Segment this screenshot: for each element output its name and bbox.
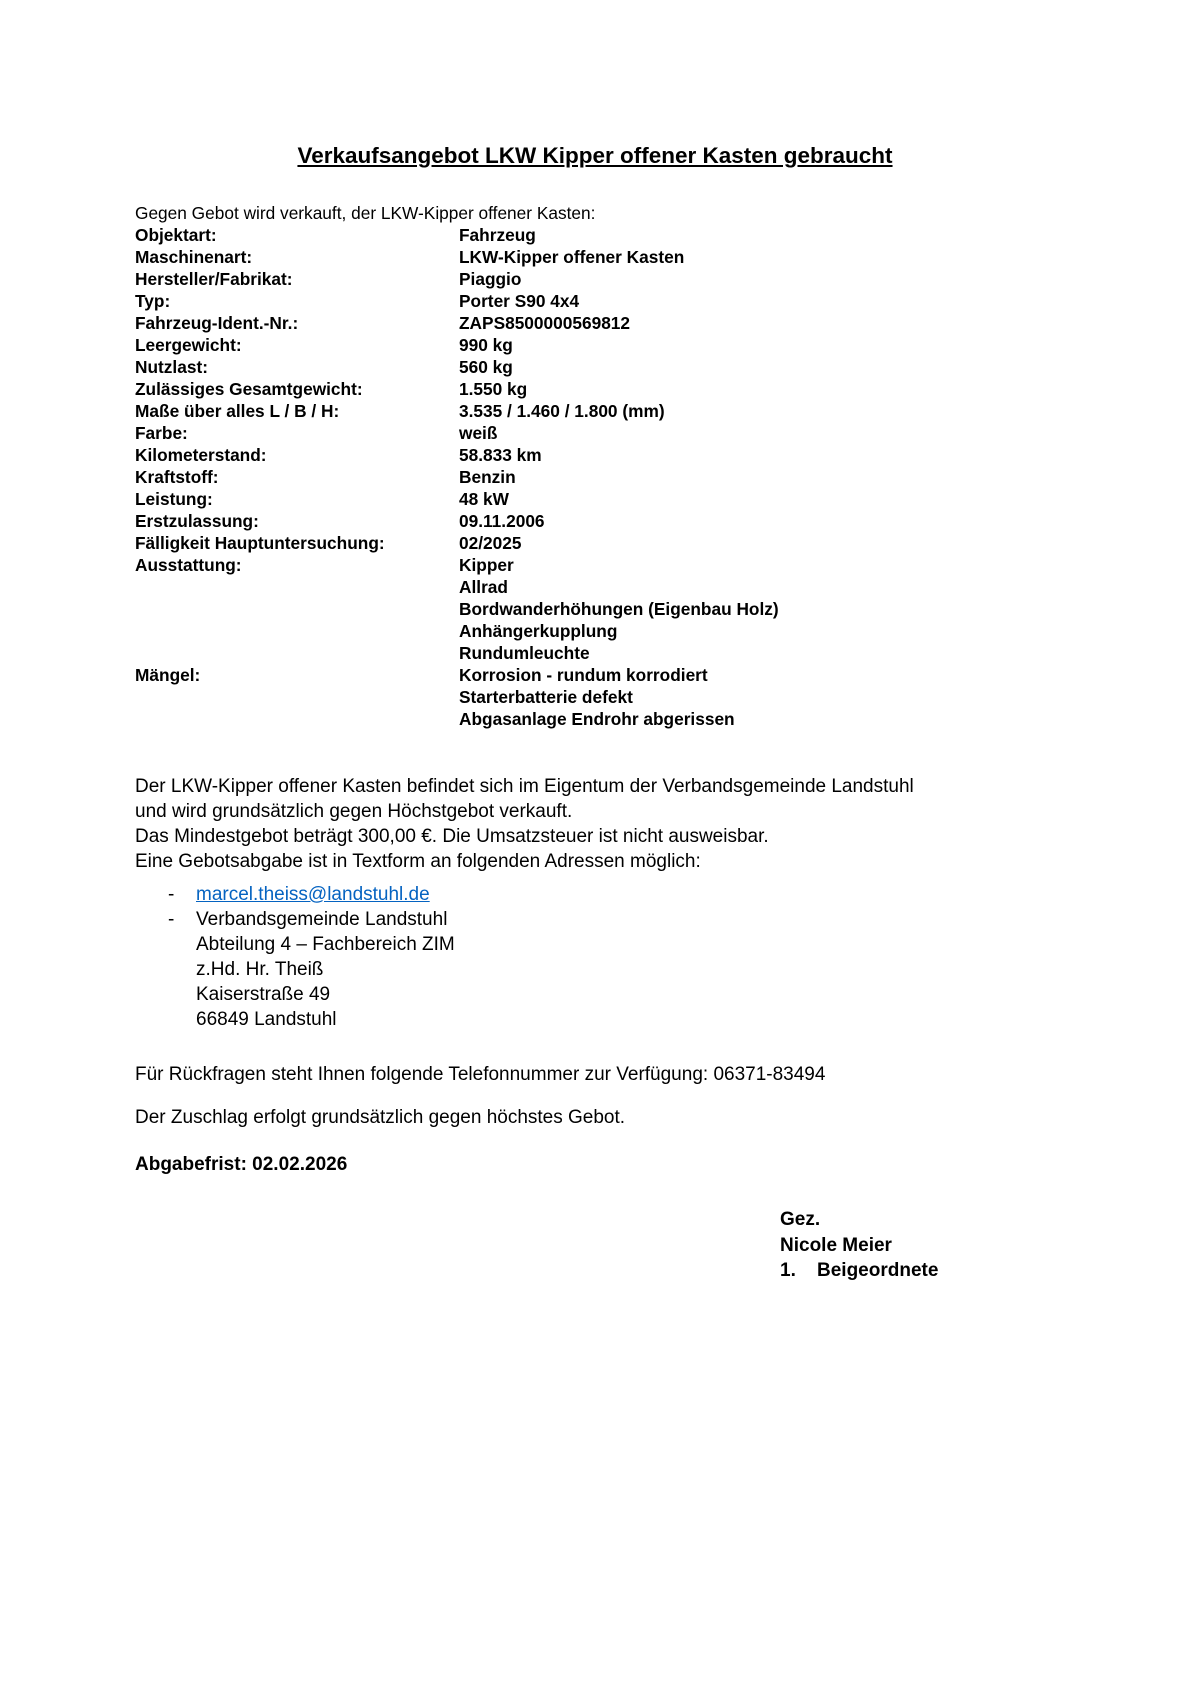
spec-row-typ xyxy=(135,290,1055,312)
signature-name: Nicole Meier xyxy=(780,1234,892,1256)
spec-value: ZAPS8500000569812 xyxy=(459,313,631,333)
spec-label: Leistung: xyxy=(135,489,213,509)
spec-value: Starterbatterie defekt xyxy=(459,687,633,707)
spec-value: Allrad xyxy=(459,577,508,597)
spec-label: Ausstattung: xyxy=(135,555,242,575)
spec-value: 3.535 / 1.460 / 1.800 (mm) xyxy=(459,401,665,421)
spec-row-ausstattung-2 xyxy=(135,576,1055,598)
spec-label-spacer xyxy=(135,576,459,598)
postal-line-4: Kaiserstraße 49 xyxy=(196,984,331,1005)
list-item-postal xyxy=(135,907,1055,932)
award-line: Der Zuschlag erfolgt grundsätzlich gegen höchstes Gebot. xyxy=(135,1107,626,1128)
spec-value: Rundumleuchte xyxy=(459,643,590,663)
spec-label: Nutzlast: xyxy=(135,357,208,377)
spec-label: Leergewicht: xyxy=(135,335,242,355)
spec-label-spacer xyxy=(135,620,459,642)
ownership-line-2: und wird grundsätzlich gegen Höchstgebot verkauft. xyxy=(135,801,573,822)
spec-label: Fälligkeit Hauptuntersuchung: xyxy=(135,533,385,553)
ownership-line-1: Der LKW-Kipper offener Kasten befindet sich im Eigentum der Verbandsgemeinde Landstuhl xyxy=(135,776,914,797)
spec-row-ausstattung-3 xyxy=(135,598,1055,620)
spec-label: Zulässiges Gesamtgewicht: xyxy=(135,379,363,399)
spec-value: 560 kg xyxy=(459,357,513,377)
list-dash-marker: - xyxy=(168,909,175,930)
spec-value: Kipper xyxy=(459,555,514,575)
spec-value: Bordwanderhöhungen (Eigenbau Holz) xyxy=(459,599,779,619)
spec-label: Hersteller/Fabrikat: xyxy=(135,269,293,289)
spec-row-maengel xyxy=(135,664,1055,686)
spec-value: 1.550 kg xyxy=(459,379,528,399)
spec-label: Farbe: xyxy=(135,423,188,443)
signature-block xyxy=(780,1207,1055,1284)
spec-row-hauptuntersuchung xyxy=(135,532,1055,554)
spec-row-hersteller xyxy=(135,268,1055,290)
postal-line-2: Abteilung 4 – Fachbereich ZIM xyxy=(196,934,455,955)
spec-row-farbe xyxy=(135,422,1055,444)
spec-row-leistung xyxy=(135,488,1055,510)
deadline-line: Abgabefrist: 02.02.2026 xyxy=(135,1154,348,1175)
spec-row-fahrzeug-ident xyxy=(135,312,1055,334)
spec-row-kilometerstand xyxy=(135,444,1055,466)
postal-line-1: Verbandsgemeinde Landstuhl xyxy=(196,909,448,930)
signature-role-number: 1. xyxy=(780,1260,796,1281)
spec-label: Fahrzeug-Ident.-Nr.: xyxy=(135,313,299,333)
spec-value: Korrosion - rundum korrodiert xyxy=(459,665,708,685)
list-dash-marker: - xyxy=(168,884,175,905)
spec-row-objektart xyxy=(135,224,1055,246)
spec-row-maengel-3 xyxy=(135,708,1055,730)
signature-gez: Gez. xyxy=(780,1209,821,1230)
spec-row-ausstattung-5 xyxy=(135,642,1055,664)
spec-row-maengel-2 xyxy=(135,686,1055,708)
postal-line-3: z.Hd. Hr. Theiß xyxy=(196,959,324,980)
intro-line: Gegen Gebot wird verkauft, der LKW-Kipper offener Kasten: xyxy=(135,203,596,223)
signature-role-title: Beigeordnete xyxy=(817,1260,939,1281)
postal-line-5: 66849 Landstuhl xyxy=(196,1009,337,1030)
spec-value: 990 kg xyxy=(459,335,513,355)
spec-row-erstzulassung xyxy=(135,510,1055,532)
spec-row-masse xyxy=(135,400,1055,422)
spec-label: Objektart: xyxy=(135,225,217,245)
signature-role xyxy=(780,1258,1055,1284)
spec-value: 58.833 km xyxy=(459,445,542,465)
spec-value: 09.11.2006 xyxy=(459,511,545,531)
spec-value: Piaggio xyxy=(459,269,522,289)
phone-contact-line: Für Rückfragen steht Ihnen folgende Telefonnummer zur Verfügung: 06371-83494 xyxy=(135,1064,826,1085)
spec-row-ausstattung xyxy=(135,554,1055,576)
spec-row-nutzlast xyxy=(135,356,1055,378)
spec-label: Typ: xyxy=(135,291,171,311)
spec-label: Kilometerstand: xyxy=(135,445,267,465)
ownership-paragraph xyxy=(135,774,1055,874)
spec-label-spacer xyxy=(135,708,459,730)
list-item-email xyxy=(135,882,1055,907)
spec-value: Fahrzeug xyxy=(459,225,536,245)
spec-label-spacer xyxy=(135,598,459,620)
spec-row-maschinenart xyxy=(135,246,1055,268)
spec-value: weiß xyxy=(459,423,498,443)
vehicle-spec-section xyxy=(135,202,1055,730)
spec-label: Mängel: xyxy=(135,665,201,685)
bid-submission-line: Eine Gebotsabgabe ist in Textform an folgenden Adressen möglich: xyxy=(135,851,701,872)
spec-label-spacer xyxy=(135,686,459,708)
bid-address-list xyxy=(135,882,1055,1032)
spec-value: LKW-Kipper offener Kasten xyxy=(459,247,685,267)
spec-label: Maße über alles L / B / H: xyxy=(135,401,340,421)
spec-label: Maschinenart: xyxy=(135,247,253,267)
spec-label: Kraftstoff: xyxy=(135,467,219,487)
spec-value: Abgasanlage Endrohr abgerissen xyxy=(459,709,735,729)
spec-label: Erstzulassung: xyxy=(135,511,259,531)
spec-row-ausstattung-4 xyxy=(135,620,1055,642)
email-link[interactable]: marcel.theiss@landstuhl.de xyxy=(196,884,430,905)
spec-value: 48 kW xyxy=(459,489,509,509)
page-title: Verkaufsangebot LKW Kipper offener Kasten gebraucht xyxy=(297,143,893,168)
spec-row-leergewicht xyxy=(135,334,1055,356)
spec-row-kraftstoff xyxy=(135,466,1055,488)
spec-value: Benzin xyxy=(459,467,516,487)
spec-row-gesamtgewicht xyxy=(135,378,1055,400)
spec-value: 02/2025 xyxy=(459,533,522,553)
spec-value: Anhängerkupplung xyxy=(459,621,618,641)
spec-label-spacer xyxy=(135,642,459,664)
spec-value: Porter S90 4x4 xyxy=(459,291,580,311)
minimum-bid-line: Das Mindestgebot beträgt 300,00 €. Die Umsatzsteuer ist nicht ausweisbar. xyxy=(135,826,769,847)
